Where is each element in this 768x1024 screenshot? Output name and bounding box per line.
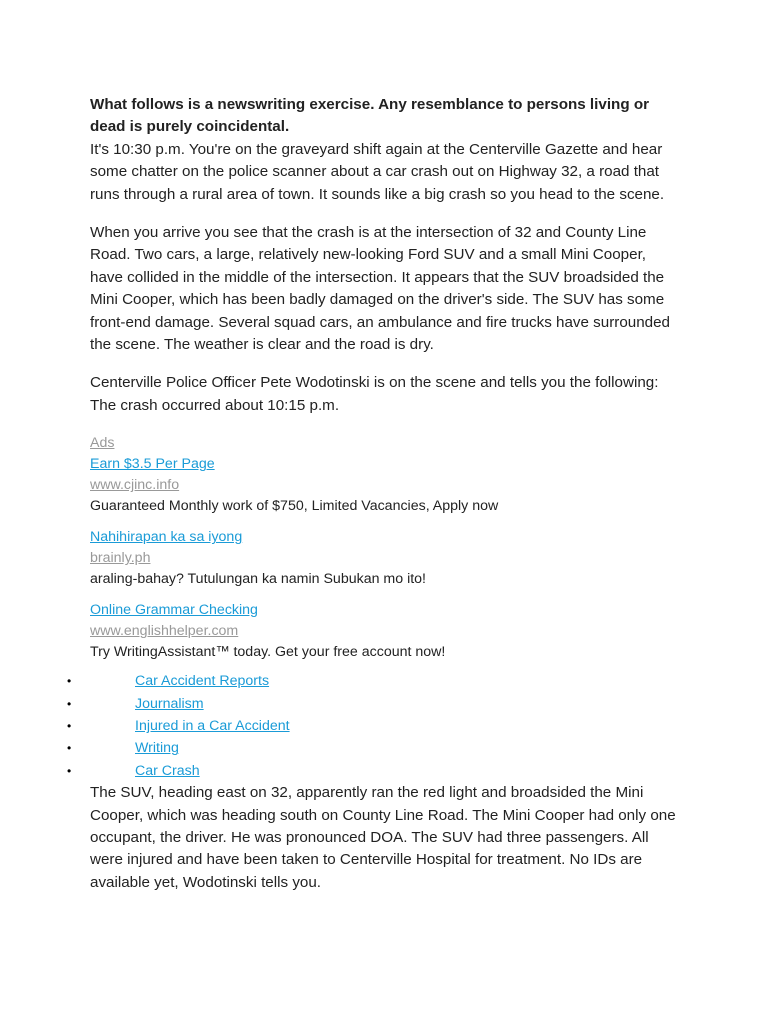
bullet-icon: • <box>67 674 72 689</box>
article-content <box>67 94 680 894</box>
ad-item <box>90 527 680 590</box>
tag-link-journalism[interactable]: Journalism <box>135 695 204 712</box>
ad-description: Try WritingAssistant™ today. Get your free account now! <box>90 644 446 661</box>
bullet-icon: • <box>67 719 72 734</box>
ad-title-link[interactable]: Nahihirapan ka sa iyong <box>90 529 243 546</box>
tag-link-writing[interactable]: Writing <box>135 740 179 757</box>
list-item <box>0 760 680 782</box>
list-item <box>0 670 680 692</box>
article-paragraph-3: Centerville Police Officer Pete Wodotinski is on the scene and tells you the following: The crash occurred about 10:15 p.m. <box>90 374 659 414</box>
bullet-icon: • <box>67 696 72 711</box>
tag-link-car-accident-reports[interactable]: Car Accident Reports <box>135 673 270 690</box>
list-item <box>0 715 680 737</box>
ad-description: Guaranteed Monthly work of $750, Limited Vacancies, Apply now <box>90 498 499 515</box>
ad-item <box>90 600 680 663</box>
tag-link-injured-in-a-car-accident[interactable]: Injured in a Car Accident <box>135 718 290 735</box>
bullet-icon: • <box>67 763 72 778</box>
bullet-icon: • <box>67 741 72 756</box>
ad-url-link[interactable]: www.cjinc.info <box>90 477 180 494</box>
related-tags-list <box>0 670 680 782</box>
ad-title-link[interactable]: Earn $3.5 Per Page <box>90 456 215 473</box>
ad-url-link[interactable]: brainly.ph <box>90 550 151 567</box>
article-paragraph-1: It's 10:30 p.m. You're on the graveyard shift again at the Centerville Gazette and hear some chatter on the police scanner about a car crash out on Highway 32, a road that runs through a rural area of town. It sounds like a big crash so you head to the scene. <box>90 140 665 203</box>
disclaimer-text: What follows is a newswriting exercise. Any resemblance to persons living or dead is purely coincidental. <box>90 96 650 136</box>
tag-link-car-crash[interactable]: Car Crash <box>135 762 200 779</box>
list-item <box>0 693 680 715</box>
ad-description: araling-bahay? Tutulungan ka namin Subukan mo ito! <box>90 571 426 588</box>
ads-heading-link[interactable]: Ads <box>90 435 115 452</box>
list-item <box>0 737 680 759</box>
ad-title-link[interactable]: Online Grammar Checking <box>90 602 258 619</box>
article-paragraph-2: When you arrive you see that the crash is at the intersection of 32 and County Line Road. Two cars, a large, relatively new-looking Ford SUV and a small Mini Cooper, have collided in the middle of the intersection. It appears that the SUV broadsided the Mini Cooper, which has been badly damaged on the driver's side. The SUV has some front-end damage. Several squad cars, an ambulance and fire trucks have surrounded the scene. The weather is clear and the road is dry. <box>90 224 670 354</box>
article-paragraph-4: The SUV, heading east on 32, apparently ran the red light and broadsided the Mini Cooper, which was heading south on County Line Road. The Mini Cooper had only one occupant, the driver. He was pronounced DOA. The SUV had three passengers. All were injured and have been taken to Centerville Hospital for treatment. No IDs are available yet, Wodotinski tells you. <box>90 784 676 891</box>
ad-item <box>90 454 680 517</box>
ad-url-link[interactable]: www.englishhelper.com <box>90 623 239 640</box>
